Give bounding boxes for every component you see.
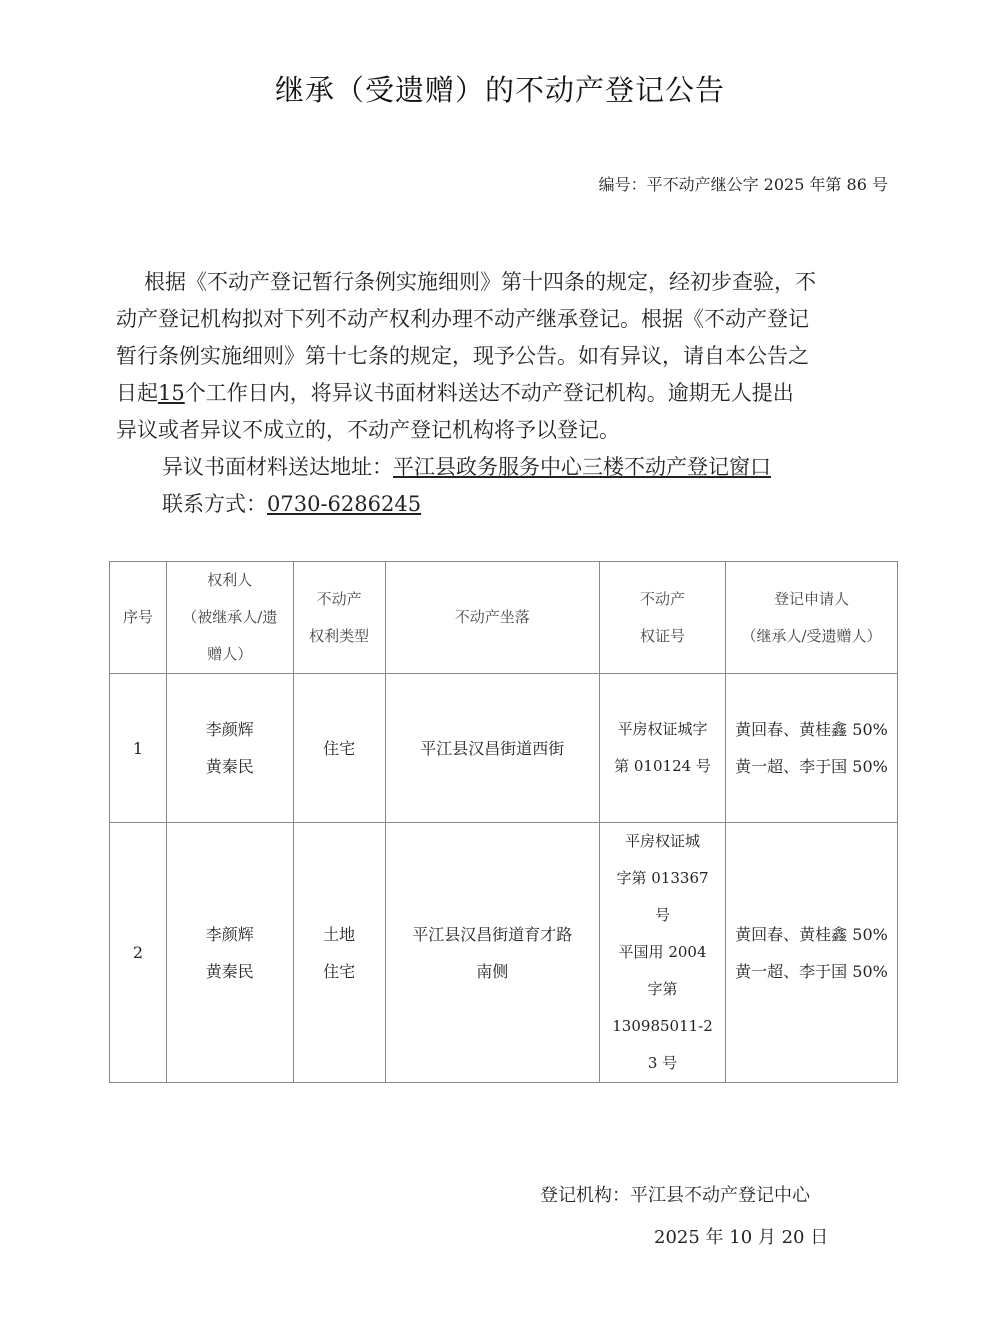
body-line: 根据《不动产登记暂行条例实施细则》第十四条的规定，经初步查验，不	[144, 270, 816, 294]
cell-location	[385, 823, 600, 1083]
cell-cert	[600, 674, 726, 823]
header-no	[110, 562, 167, 674]
cell-cert	[600, 823, 726, 1083]
cell-line: 3 号	[647, 1054, 678, 1072]
cell-line: 序号	[122, 608, 153, 626]
cell-line: 黄一超、李于国 50%	[735, 961, 888, 981]
header-type	[293, 562, 385, 674]
cell-line: 住宅	[323, 738, 356, 758]
body-line: 异议或者异议不成立的，不动产登记机构将予以登记。	[116, 418, 620, 442]
cell-type	[293, 823, 385, 1083]
date: 2025 年 10 月 20 日	[654, 1227, 829, 1248]
page-title: 继承（受遗赠）的不动产登记公告	[274, 73, 725, 107]
cell-line: 不动产	[640, 589, 686, 608]
cell-line: 字第 013367	[616, 869, 709, 887]
property-table	[109, 561, 898, 1083]
cell-line: 平房权证城	[625, 832, 701, 850]
document-number: 编号：平不动产继公字 2025 年第 86 号	[598, 175, 888, 194]
header-location	[385, 562, 600, 674]
cell-line: 130985011-2	[612, 1017, 713, 1035]
table-row	[110, 674, 898, 823]
cell-no: 2	[110, 823, 167, 1083]
header-applicant	[726, 562, 898, 674]
cell-line: 赠人）	[207, 645, 253, 663]
contact-line	[162, 488, 421, 518]
contact-value: 0730-6286245	[267, 492, 422, 516]
body-line	[116, 377, 794, 407]
cell-applicant	[726, 823, 898, 1083]
header-cert	[600, 562, 726, 674]
cell-line: 字第	[647, 980, 678, 998]
address-value: 平江县政务服务中心三楼不动产登记窗口	[393, 455, 771, 479]
cell-line: 不动产	[316, 589, 362, 608]
cell-line: 黄秦民	[205, 757, 254, 776]
cell-owner	[166, 823, 293, 1083]
table-row	[110, 823, 898, 1083]
cell-line: 权利类型	[309, 626, 370, 645]
cell-line: 黄回春、黄桂鑫 50%	[735, 720, 888, 739]
cell-line: （继承人/受遗赠人）	[741, 626, 882, 645]
cell-line: 不动产坐落	[454, 608, 530, 626]
body-line: 暂行条例实施细则》第十七条的规定，现予公告。如有异议，请自本公告之	[116, 344, 809, 368]
cell-location	[385, 674, 600, 823]
days-value: 15	[158, 381, 185, 405]
cell-line: 黄回春、黄桂鑫 50%	[735, 924, 888, 944]
header-owner	[166, 562, 293, 674]
cell-line: 平国用 2004	[618, 943, 707, 961]
table-header	[110, 562, 898, 674]
address-label: 异议书面材料送达地址：	[162, 455, 393, 479]
cell-line: 平江县汉昌街道西街	[420, 738, 565, 758]
cell-type	[293, 674, 385, 823]
cell-applicant	[726, 674, 898, 823]
cell-line: 李颜辉	[205, 924, 254, 944]
body-line: 动产登记机构拟对下列不动产权利办理不动产继承登记。根据《不动产登记	[116, 307, 809, 331]
cell-line: 住宅	[323, 961, 356, 981]
cell-line: 权证号	[640, 626, 686, 645]
cell-line: 平江县汉昌街道育才路	[412, 924, 573, 944]
cell-line: 南侧	[476, 961, 509, 981]
text: 日起	[116, 381, 158, 405]
cell-line: 权利人	[207, 571, 253, 589]
cell-line: 李颜辉	[205, 720, 254, 739]
cell-line: 号	[655, 906, 671, 924]
cell-line: 土地	[323, 924, 356, 944]
address-line	[162, 451, 771, 481]
contact-label: 联系方式：	[162, 492, 267, 516]
cell-line: 登记申请人	[773, 589, 849, 608]
cell-no: 1	[110, 674, 167, 823]
cell-line: 黄一超、李于国 50%	[735, 757, 888, 776]
cell-line: 黄秦民	[205, 961, 254, 981]
cell-line: 第 010124 号	[614, 757, 711, 775]
registration-org: 登记机构：平江县不动产登记中心	[540, 1185, 810, 1206]
text: 个工作日内，将异议书面材料送达不动产登记机构。逾期无人提出	[184, 381, 794, 405]
cell-line: 平房权证城字	[617, 720, 708, 738]
cell-line: （被继承人/遗	[182, 608, 278, 626]
cell-owner	[166, 674, 293, 823]
